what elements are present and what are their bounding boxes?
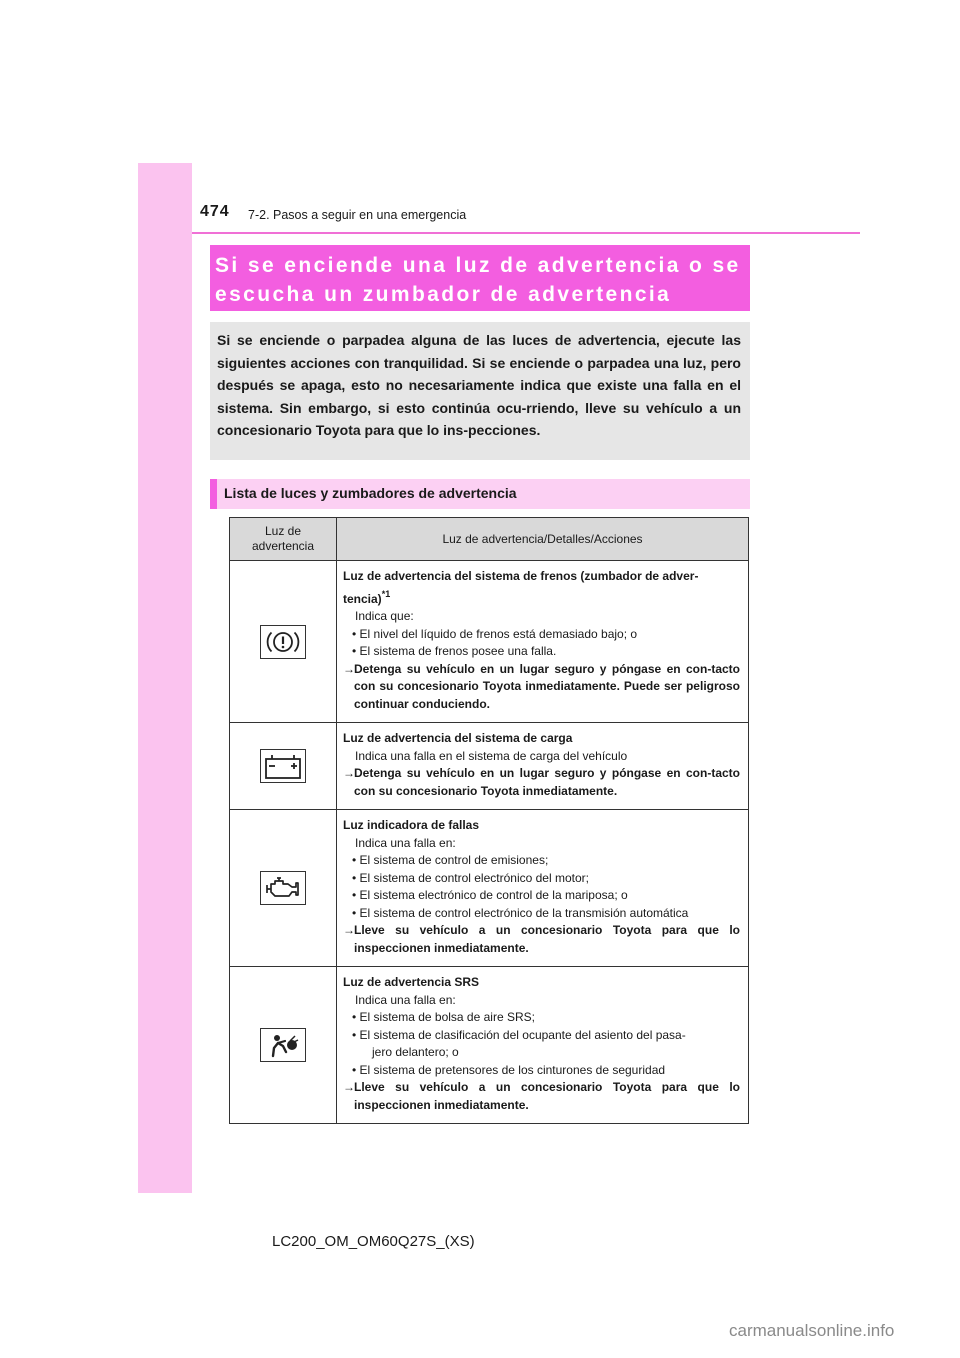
arrow-icon: → — [343, 766, 355, 780]
list-item: • El sistema electrónico de control de la mariposa; o — [352, 888, 628, 902]
list-item: • El sistema de control electrónico del motor; — [352, 870, 589, 885]
table-row-charging — [230, 723, 749, 810]
description-cell — [337, 561, 749, 723]
check-engine-icon — [260, 871, 306, 905]
lamp-intro: Indica una falla en el sistema de carga del vehículo — [355, 748, 628, 763]
list-item: • El nivel del líquido de frenos está demasiado bajo; o — [352, 626, 638, 641]
list-item: • El sistema de control de emisiones; — [352, 853, 549, 867]
list-item: • El sistema de bolsa de aire SRS; — [352, 1010, 535, 1024]
chapter-title: 7-2. Pasos a seguir en una emergencia — [248, 208, 467, 222]
action-text: → Detenga su vehículo en un lugar seguro y póngase en con-tacto con su concesionario Toyota inmediatamente. — [343, 765, 740, 800]
table-row-brake — [230, 561, 749, 723]
document-code: LC200_OM_OM60Q27S_(XS) — [272, 1233, 475, 1250]
section-title — [210, 245, 750, 311]
table-row-srs — [230, 967, 749, 1124]
icon-cell — [230, 967, 337, 1124]
footnote-mark: *1 — [381, 588, 391, 599]
description-cell — [337, 723, 749, 810]
lamp-title: Luz de advertencia del sistema de frenos (zumbador de adver-tencia)$^{*1}$ — [343, 569, 699, 606]
icon-cell — [230, 810, 337, 967]
list-item-continuation: jero delantero; o — [372, 1045, 459, 1059]
column-header-details: Luz de advertencia/Detalles/Acciones — [337, 518, 749, 561]
action-text: → Lleve su vehículo a un concesionario Toyota para que lo inspeccionen inmediatamente. — [343, 922, 740, 957]
icon-cell — [230, 561, 337, 723]
battery-charging-icon — [260, 749, 306, 783]
header-rule — [192, 232, 860, 234]
lamp-title: Luz de advertencia SRS — [343, 975, 480, 989]
list-heading: Lista de luces y zumbadores de advertencia — [210, 479, 750, 509]
list-item: • El sistema de pretensores de los cinturones de seguridad — [352, 1062, 666, 1077]
lamp-title: Luz indicadora de fallas — [343, 818, 480, 832]
arrow-icon: → — [343, 923, 355, 937]
column-header-light: Luz de advertencia — [230, 518, 337, 561]
section-title-line-2: escucha un zumbador de advertencia — [215, 283, 672, 306]
action-text: → Lleve su vehículo a un concesionario Toyota para que lo inspeccionen inmediatamente. — [343, 1079, 740, 1114]
icon-cell — [230, 723, 337, 810]
table-header-row — [230, 518, 749, 561]
action-text: → Detenga su vehículo en un lugar seguro y póngase en con-tacto con su concesionario Toyota inmediatamente. Puede ser peligroso continuar conduciendo. — [343, 661, 740, 714]
lamp-title: Luz de advertencia del sistema de carga — [343, 731, 573, 745]
lamp-intro: Indica que: — [355, 609, 414, 623]
table-row-malfunction — [230, 810, 749, 967]
page-number: 474 — [200, 203, 230, 220]
side-tab-bar — [138, 163, 192, 1193]
description-cell — [337, 967, 749, 1124]
arrow-icon: → — [343, 1080, 355, 1094]
list-item: • El sistema de clasificación del ocupante del asiento del pasa- — [352, 1027, 686, 1042]
warning-lights-table — [229, 517, 749, 1124]
section-title-line-1: Si se enciende una luz de advertencia o se — [215, 254, 741, 277]
intro-paragraph: Si se enciende o parpadea alguna de las luces de advertencia, ejecute las siguientes acciones con tranquilidad. Si se enciende o parpadea una luz, pero después se apaga, esto no necesariamente indica que existe una falla en el sistema. Sin embargo, si esto continúa ocu-rriendo, lleve su vehículo a un concesionario Toyota para que lo ins-pecciones. — [210, 322, 750, 460]
description-cell — [337, 810, 749, 967]
arrow-icon: → — [343, 661, 355, 676]
list-item: • El sistema de frenos posee una falla. — [352, 644, 557, 658]
srs-airbag-icon — [260, 1028, 306, 1062]
watermark: carmanualsonline.info — [729, 1321, 895, 1340]
lamp-intro: Indica una falla en: — [355, 992, 456, 1007]
lamp-intro: Indica una falla en: — [355, 835, 456, 850]
list-item: • El sistema de control electrónico de la transmisión automática — [352, 905, 689, 920]
brake-warning-icon — [260, 625, 306, 659]
